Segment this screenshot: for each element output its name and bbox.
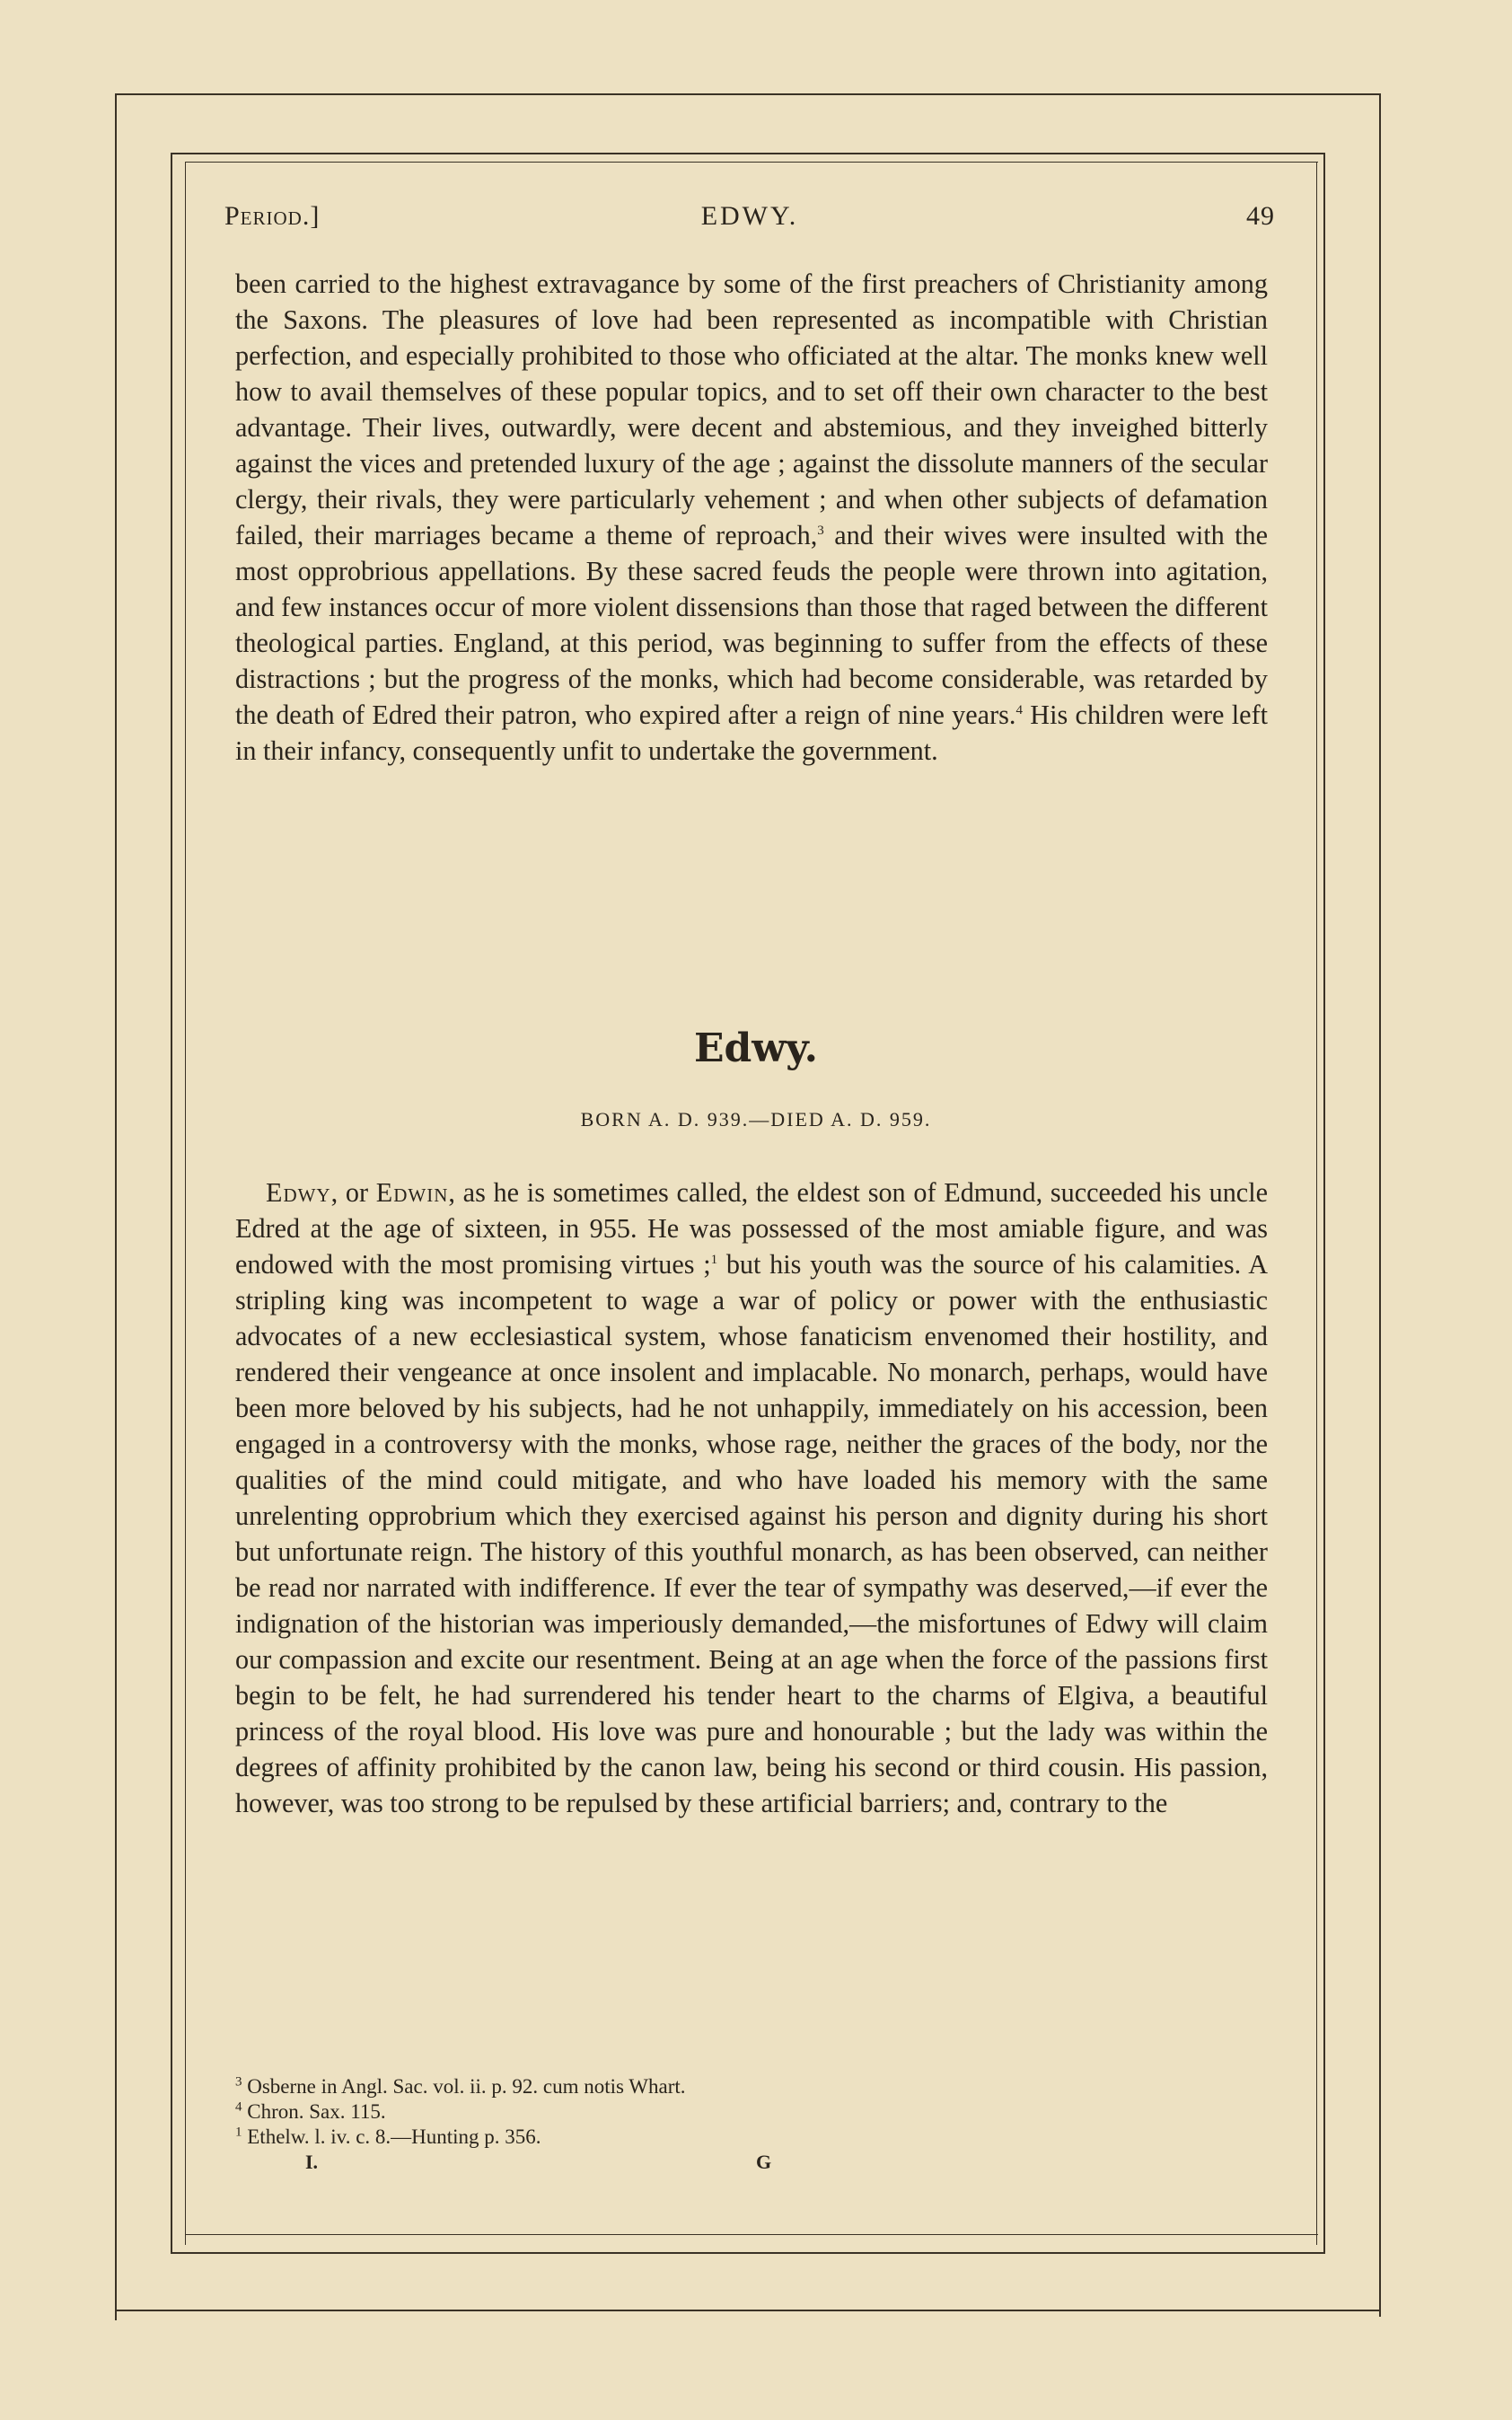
- volume-mark: I.: [305, 2151, 319, 2173]
- name-separator: , or: [330, 1177, 376, 1208]
- outer-frame-bottom: [115, 2310, 1381, 2311]
- header-title: EDWY.: [700, 201, 799, 231]
- footnotes: [235, 2074, 1268, 2150]
- intro-paragraph: [235, 266, 1268, 769]
- gathering-mark: G: [756, 2151, 772, 2173]
- body-text-a: , as he is sometimes called, the eldest son of Edmund, succeeded his uncle Edred at the age of sixteen, in 955. He was possessed of the most amiable figure, and was endowed with the most promising virtues ;: [235, 1177, 1268, 1280]
- inner-frame-left: [171, 153, 172, 2254]
- signature-line: [235, 2151, 783, 2178]
- footnote-text: Osberne in Angl. Sac. vol. ii. p. 92. cum notis Whart.: [247, 2075, 686, 2098]
- footnote-ref-3: 3: [817, 523, 824, 538]
- inner-frame-left-2: [185, 162, 186, 2245]
- footnote-mark: 3: [235, 2074, 242, 2090]
- birth-death-dates: BORN A. D. 939.—DIED A. D. 959.: [580, 1108, 932, 1131]
- section-title: Edwy.: [693, 1025, 818, 1071]
- name-edwin: Edwin: [375, 1177, 449, 1208]
- footnote: [235, 2099, 1268, 2125]
- inner-frame-right-2: [1316, 162, 1317, 2245]
- inner-frame-right: [1323, 153, 1325, 2254]
- header-period: Period.]: [224, 201, 321, 231]
- running-header: [224, 201, 1275, 242]
- name-edwy: Edwy: [266, 1177, 331, 1208]
- footnote-text: Chron. Sax. 115.: [247, 2100, 386, 2123]
- inner-frame-top: [171, 153, 1325, 154]
- body-text-b: but his youth was the source of his calamities. A stripling king was incompetent to wage a war of policy or power with the enthusiastic advocates of a new ecclesiastical system, whose fanaticism envenomed their hostility, and rendered their vengeance at once insolent and implacable. No monarch, perhaps, would have been more beloved by his subjects, had he not unhappily, immediately on his accession, been engaged in a controversy with the monks, whose rage, neither the graces of the body, nor the qualities of the mind could mitigate, and who have loaded his memory with the same unrelenting opprobrium which they exercised against his person and dignity during his short but unfortunate reign. The history of this youthful monarch, as has been observed, can neither be read nor narrated with indifference. If ever the tear of sympathy was deserved,—if ever the indignation of the historian was imperiously demanded,—the misfortunes of Edwy will claim our compassion and excite our resentment. Being at an age when the force of the passions first begin to be felt, he had surrendered his tender heart to the charms of Elgiva, a beautiful princess of the royal blood. His love was pure and honourable ; but the lady was within the degrees of affinity prohibited by the canon law, being his second or third cousin. His passion, however, was too strong to be repulsed by these artificial barriers; and, contrary to the: [235, 1249, 1268, 1818]
- outer-frame-top: [115, 93, 1381, 95]
- footnote-mark: 4: [235, 2099, 242, 2115]
- page-number: 49: [1246, 201, 1275, 231]
- inner-frame-top-2: [185, 162, 1318, 163]
- footnote-ref-4: 4: [1015, 702, 1023, 717]
- outer-frame-right: [1379, 93, 1381, 2317]
- outer-frame-left: [115, 93, 117, 2320]
- footnote: [235, 2125, 1268, 2150]
- body-paragraph: [235, 1175, 1268, 1821]
- intro-text-2: and their wives were insulted with the most opprobrious appellations. By these sacred feuds the people were thrown into agitation, and few instances occur of more violent dissensions than those that raged between the different theological parties. England, at this period, was beginning to suffer from the effects of these distractions ; but the progress of the monks, which had become considerable, was retarded by the death of Edred their patron, who expired after a reign of nine years.: [235, 520, 1269, 730]
- intro-text-1: been carried to the highest extravagance by some of the first preachers of Christianity among the Saxons. The pleasures of love had been represented as incompatible with Christian perfection, and especially prohibited to those who officiated at the altar. The monks knew well how to avail themselves of these popular topics, and to set off their own character to the best advantage. Their lives, outwardly, were decent and abstemious, and they inveighed bitterly against the vices and pretended luxury of the age ; against the dissolute manners of the secular clergy, their rivals, they were particularly vehement ; and when other subjects of defamation failed, their marriages became a theme of reproach,: [235, 268, 1268, 550]
- footnote-text: Ethelw. l. iv. c. 8.—Hunting p. 356.: [247, 2125, 541, 2148]
- intro-text-3: His children were left in their infancy, consequently unfit to undertake the government.: [235, 700, 1269, 766]
- footnote: [235, 2074, 1268, 2099]
- inner-frame-bottom-2: [171, 2252, 1325, 2254]
- footnote-mark: 1: [235, 2125, 242, 2140]
- footnote-ref-1: 1: [710, 1252, 718, 1267]
- inner-frame-bottom: [185, 2234, 1318, 2235]
